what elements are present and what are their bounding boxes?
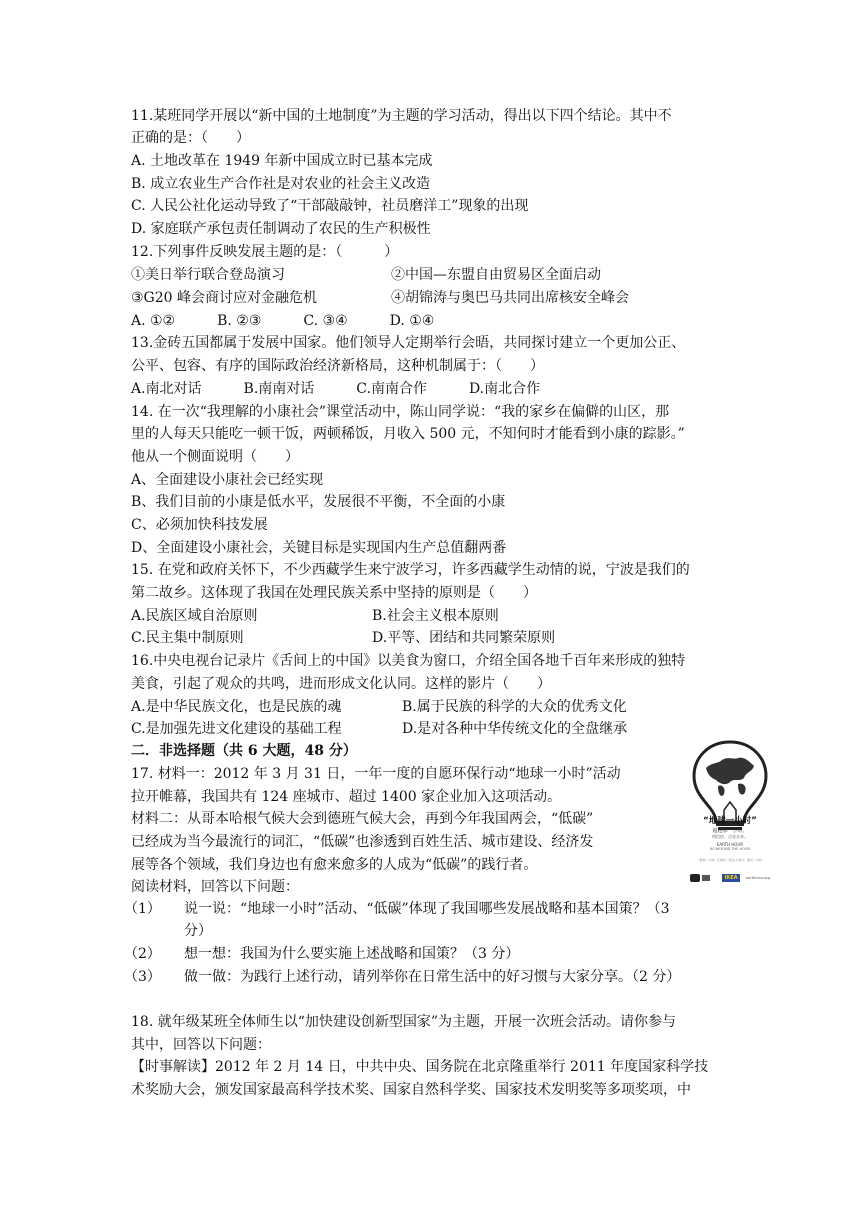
q12-items-row1	[131, 264, 741, 286]
q17-sub1-text-cont: 分）	[184, 923, 212, 939]
q16-options-row1	[131, 696, 741, 718]
q15-stem-line1: 15. 在党和政府关怀下，不少西藏学生来宁波学习，许多西藏学生动情的说，宁波是我们的	[131, 562, 690, 578]
q17-material2-line1: 材料二：从哥本哈根气候大会到德班气候大会，再到今年我国两会，“低碳”	[131, 811, 594, 827]
q18-stem-line2: 其中，回答以下问题：	[131, 1037, 271, 1053]
q17-instruction: 阅读材料，回答以下问题：	[131, 879, 299, 895]
q12-options: A. ①② B. ②③ C. ③④ D. ①④	[131, 313, 435, 329]
poster-site: earthhour.org	[746, 876, 770, 880]
poster-subtitle: 超越那一小时。	[712, 828, 748, 834]
q14-stem-line2: 里的人每天只能吃一顿干饭，两顿稀饭，月收入 500 元，不知何时才能看到小康的踪影。”	[131, 426, 685, 442]
poster-en2: 60 BEYOND THE HOUR	[710, 847, 750, 851]
q13-options: A.南北对话 B.南南对话 C.南南合作 D.南北合作	[131, 381, 541, 397]
earth-hour-poster	[688, 738, 772, 886]
q16-options-row2	[131, 718, 741, 740]
q12-item-2: ②中国—东盟自由贸易区全面启动	[391, 267, 601, 283]
q16-stem-line2: 美食，引起了观众的共鸣，进而形成文化认同。这样的影片（ ）	[131, 676, 551, 692]
q17-sub1-text: 说一说：“地球一小时”活动、“低碳”体现了我国哪些发展战略和基本国策？（3	[184, 901, 670, 917]
q17-sub2-text: 想一想：我国为什么要实施上述战略和国策？（3 分）	[184, 946, 520, 962]
q14-option-d: D、全面建设小康社会，关键目标是实现国内生产总值翻两番	[131, 540, 507, 556]
partner-logo-icon	[702, 875, 710, 881]
q17-sub1-cont	[124, 920, 764, 942]
q18-stem-line1: 18. 就年级某班全体师生以“加快建设创新型国家”为主题，开展一次班会活动。请你参与	[131, 1014, 677, 1030]
q16-option-a: A.是中华民族文化，也是民族的魂	[131, 699, 342, 715]
poster-title: “地球一小时”	[703, 816, 757, 826]
wwf-logo-icon	[690, 874, 700, 882]
q11-option-d: D. 家庭联产承包责任制调动了农民的生产积极性	[131, 221, 431, 237]
q12-stem: 12.下列事件反映发展主题的是：（ ）	[131, 244, 399, 260]
q11-option-a: A. 土地改革在 1949 年新中国成立时已基本完成	[131, 153, 433, 169]
q14-option-c: C、必须加快科技发展	[131, 517, 268, 533]
q17-sub2	[124, 943, 764, 965]
q15-option-a: A.民族区域自治原则	[131, 608, 258, 624]
q13-stem-line2: 公平、包容、有序的国际政治经济新格局，这种机制属于：（ ）	[131, 358, 544, 374]
q17-sub2-number: （2）	[124, 946, 161, 962]
poster-subtitle2: 相信你，点亮未来。	[712, 834, 748, 839]
q12-item-1: ①美日举行联合登岛演习	[131, 267, 285, 283]
q14-stem-line3: 他从一个侧面说明（ ）	[131, 449, 299, 465]
q17-material1-line1: 17. 材料一：2012 年 3 月 31 日，一年一度的自愿环保行动“地球一小时”活动	[131, 766, 621, 782]
q15-stem-line2: 第二故乡。这体现了我国在处理民族关系中坚持的原则是（ ）	[131, 585, 537, 601]
q15-options-row1	[131, 605, 741, 627]
q12-item-3: ③G20 峰会商讨应对金融危机	[131, 290, 317, 306]
q14-stem-line1: 14. 在一次“我理解的小康社会”课堂活动中，陈山同学说：“我的家乡在偏僻的山区，那	[131, 404, 670, 420]
q17-sub3-text: 做一做：为践行上述行动，请列举你在日常生活中的好习惯与大家分享。（2 分）	[184, 969, 681, 985]
ikea-logo: IKEA	[722, 874, 740, 882]
q16-option-b: B.属于民族的科学的大众的优秀文化	[402, 699, 627, 715]
q13-stem-line1: 13.金砖五国都属于发展中国家。他们领导人定期举行会晤，共同探讨建立一个更加公正、	[131, 335, 686, 351]
q16-option-c: C.是加强先进文化建设的基础工程	[131, 721, 342, 737]
q17-material1-line2: 拉开帷幕，我国共有 124 座城市、超过 1400 家企业加入这项活动。	[131, 789, 562, 805]
q17-sub3-number: （3）	[124, 969, 161, 985]
q14-option-b: B、我们目前的小康是低水平，发展很不平衡，不全面的小康	[131, 494, 506, 510]
q17-material2-line3: 展等各个领域，我们身边也有愈来愈多的人成为“低碳”的践行者。	[131, 857, 538, 873]
q14-option-a: A、全面建设小康社会已经实现	[131, 472, 324, 488]
q11-option-c: C. 人民公社化运动导致了“干部敲敲钟，社员磨洋工”现象的出现	[131, 198, 529, 214]
section-heading-non-choice: 二．非选择题（共 6 大题，48 分）	[131, 743, 357, 759]
q17-material2-line2: 已经成为当今最流行的词汇，“低碳”也渗透到百姓生活、城市建设、经济发	[131, 834, 594, 850]
q17-sub3	[124, 966, 764, 988]
poster-footer: “地球一小时” 让我们一起关上电灯，熄灭一小时	[697, 858, 763, 862]
q12-item-4: ④胡锦涛与奥巴马共同出席核安全峰会	[391, 290, 629, 306]
q16-option-d: D.是对各种中华传统文化的全盘继承	[402, 721, 628, 737]
poster-en1: EARTH HOUR	[716, 842, 744, 847]
q11-stem-line1: 11.某班同学开展以“新中国的土地制度”为主题的学习活动，得出以下四个结论。其中不	[131, 108, 672, 124]
q11-stem-line2: 正确的是：（ ）	[131, 130, 250, 146]
q17-sub1-number: （1）	[124, 901, 161, 917]
q12-items-row2	[131, 287, 741, 309]
q11-option-b: B. 成立农业生产合作社是对农业的社会主义改造	[131, 176, 431, 192]
q15-option-c: C.民主集中制原则	[131, 630, 244, 646]
q17-sub1	[124, 898, 764, 920]
q16-stem-line1: 16.中央电视台记录片《舌间上的中国》以美食为窗口，介绍全国各地千百年来形成的独特	[131, 653, 686, 669]
q18-news-line1: 【时事解读】2012 年 2 月 14 日，中共中央、国务院在北京隆重举行 2011 年度国家科学技	[131, 1059, 709, 1075]
q15-option-b: B.社会主义根本原则	[372, 608, 499, 624]
lightbulb-icon	[688, 738, 772, 886]
q18-news-line2: 术奖励大会，颁发国家最高科学技术奖、国家自然科学奖、国家技术发明奖等多项奖项，中	[131, 1082, 691, 1098]
q15-option-d: D.平等、团结和共同繁荣原则	[372, 630, 556, 646]
q15-options-row2	[131, 627, 741, 649]
